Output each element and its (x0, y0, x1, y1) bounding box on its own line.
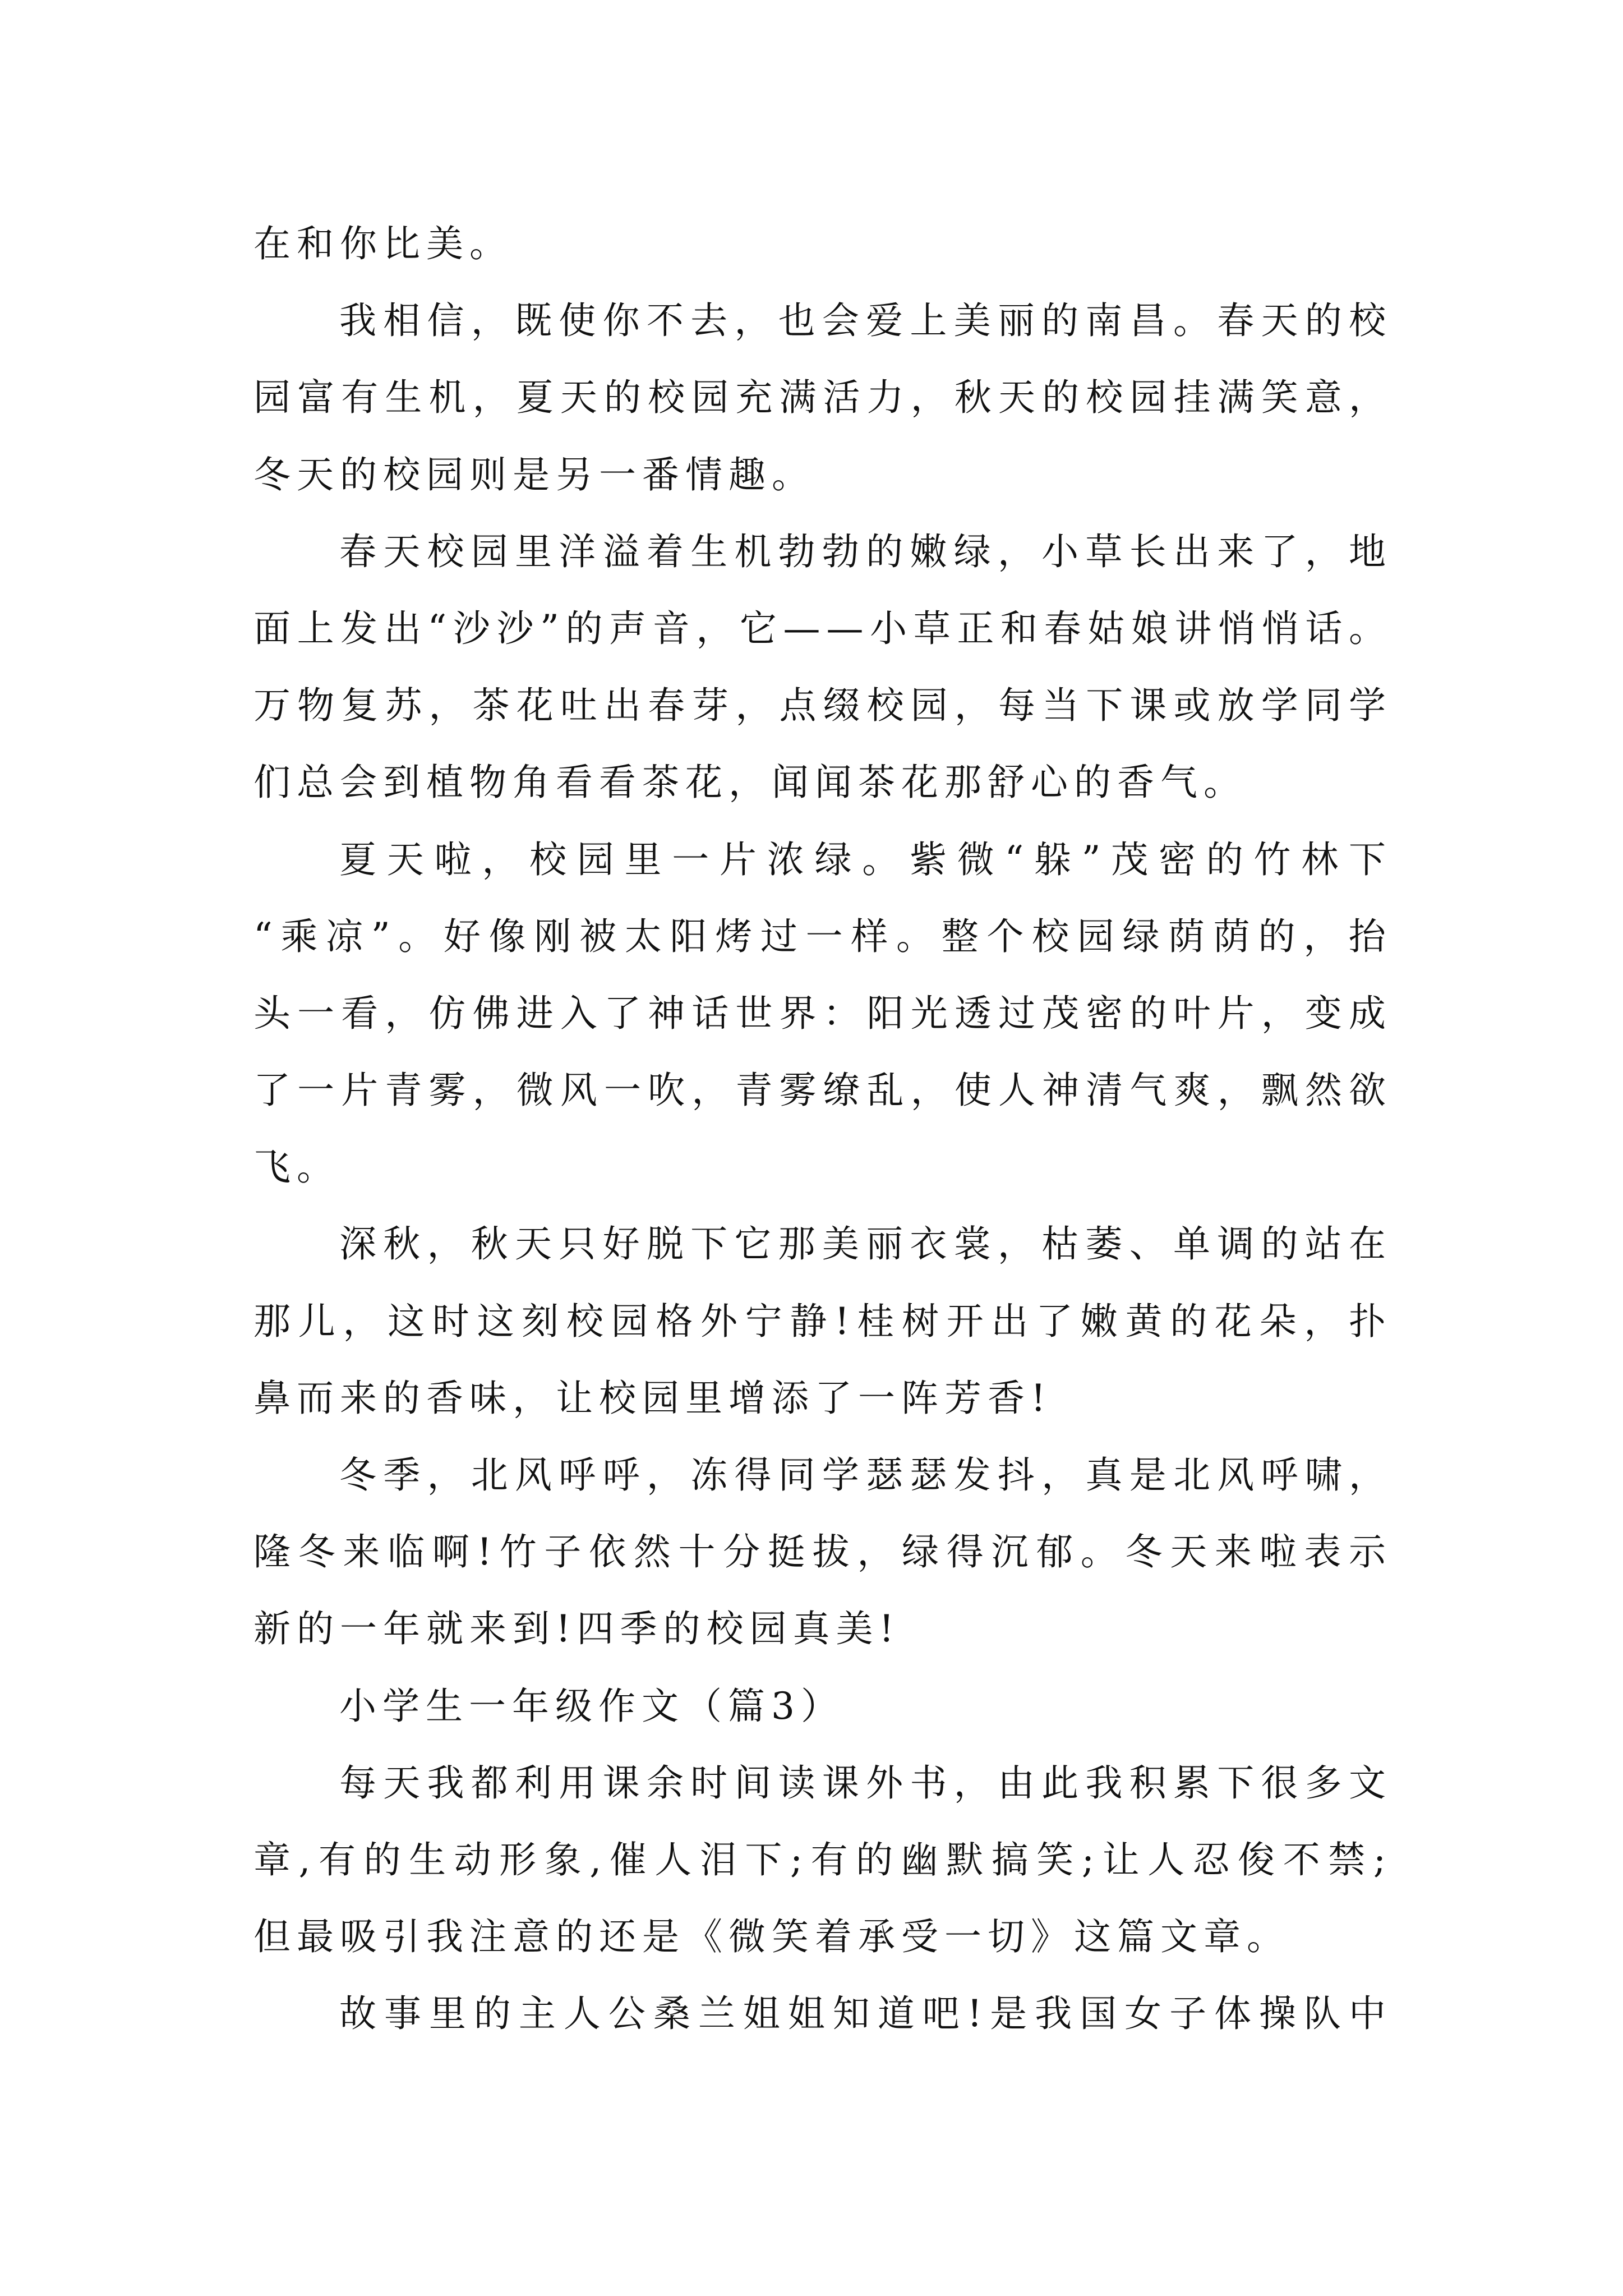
text-line: 深秋，秋天只好脱下它那美丽衣裳，枯萎、单调的站在 (339, 1222, 1392, 1266)
text-line: 冬天的校园则是另一番情趣。 (253, 453, 815, 496)
text-line: 隆冬来临啊!竹子依然十分挺拔，绿得沉郁。冬天来啦表示 (253, 1530, 1392, 1574)
body-text (253, 205, 1392, 2053)
text-line: 鼻而来的香味，让校园里增添了一阵芳香! (253, 1376, 1052, 1420)
paragraph (253, 1205, 1392, 1437)
text-line: 园富有生机，夏天的校园充满活力，秋天的校园挂满笑意， (253, 376, 1392, 420)
paragraph (253, 1975, 1392, 2052)
paragraph (253, 282, 1392, 513)
section-heading (253, 1668, 1392, 1745)
paragraph (253, 513, 1392, 821)
text-line: 我相信，既使你不去，也会爱上美丽的南昌。春天的校 (339, 299, 1392, 343)
text-line: 春天校园里洋溢着生机勃勃的嫩绿，小草长出来了，地 (339, 530, 1392, 573)
text-line: 头一看，仿佛进入了神话世界：阳光透过茂密的叶片，变成 (253, 991, 1392, 1035)
text-line: 新的一年就来到!四季的校园真美! (253, 1607, 901, 1651)
text-line: 了一片青雾，微风一吹，青雾缭乱，使人神清气爽，飘然欲 (253, 1069, 1392, 1112)
text-line: “乘凉”。好像刚被太阳烤过一样。整个校园绿荫荫的，抬 (253, 914, 1392, 958)
text-line: 万物复苏，茶花吐出春芽，点缀校园，每当下课或放学同学 (253, 684, 1392, 728)
text-line: 冬季，北风呼呼，冻得同学瑟瑟发抖，真是北风呼啸， (339, 1453, 1392, 1497)
text-line: 们总会到植物角看看茶花，闻闻茶花那舒心的香气。 (253, 761, 1247, 804)
text-line: 每天我都利用课余时间读课外书，由此我积累下很多文 (339, 1761, 1392, 1805)
paragraph (253, 205, 1392, 282)
text-line: 飞。 (253, 1145, 340, 1189)
text-line: 那儿，这时这刻校园格外宁静!桂树开出了嫩黄的花朵，扑 (253, 1299, 1392, 1343)
text-line: 小学生一年级作文（篇3） (339, 1684, 844, 1728)
text-line: 章,有的生动形象,催人泪下;有的幽默搞笑;让人忍俊不禁; (253, 1838, 1392, 1881)
paragraph (253, 1745, 1392, 1976)
text-line: 夏天啦，校园里一片浓绿。紫微“躲”茂密的竹林下 (339, 838, 1392, 881)
text-line: 面上发出“沙沙”的声音，它——小草正和春姑娘讲悄悄话。 (253, 606, 1392, 650)
text-line: 在和你比美。 (253, 222, 513, 265)
text-line: 故事里的主人公桑兰姐姐知道吧!是我国女子体操队中 (339, 1992, 1392, 2036)
paragraph (253, 821, 1392, 1206)
text-line: 但最吸引我注意的还是《微笑着承受一切》这篇文章。 (253, 1915, 1290, 1959)
paragraph (253, 1437, 1392, 1668)
